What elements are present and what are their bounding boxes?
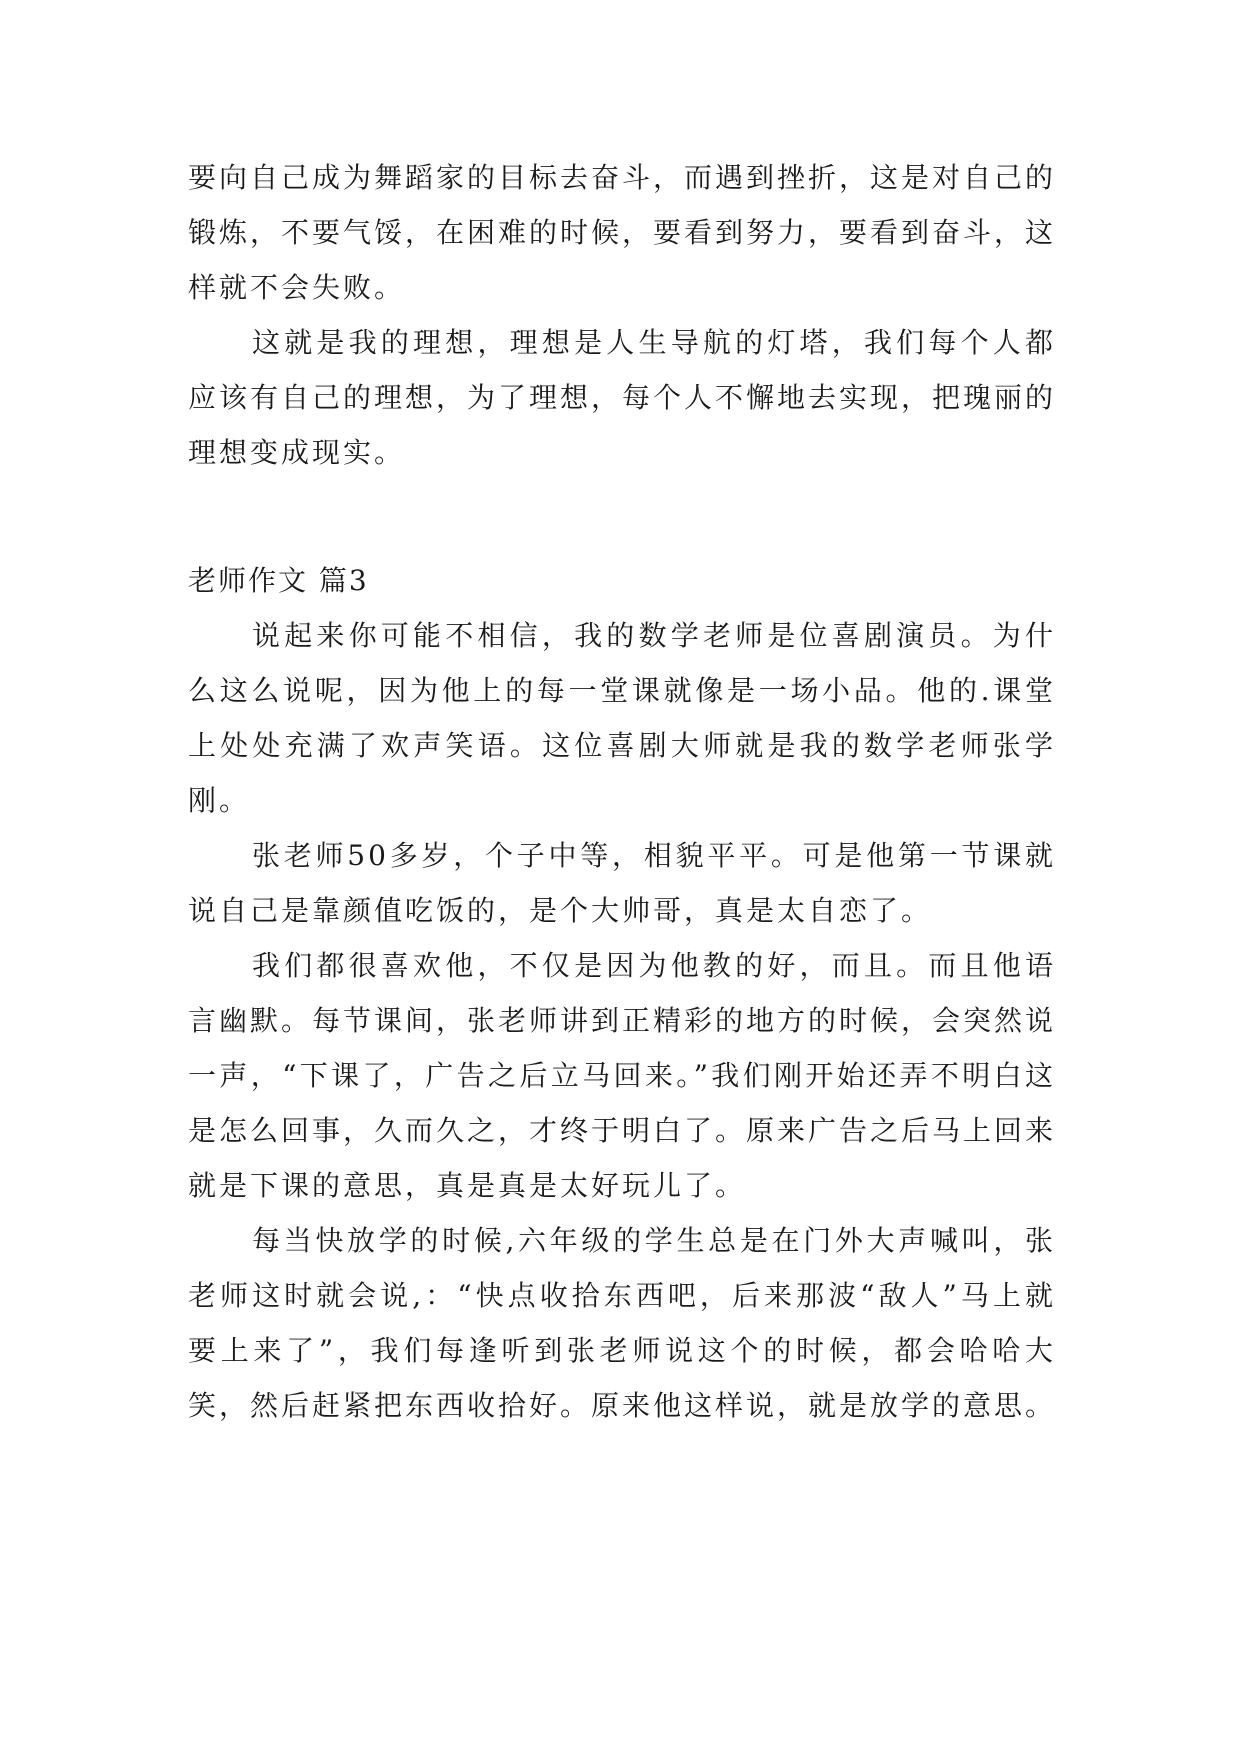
paragraph-dismissal: 每当快放学的时候,六年级的学生总是在门外大声喊叫，张老师这时就会说,：“快点收拾东西吧，后来那波“敌人”马上就要上来了”，我们每逢听到张老师说这个的时候，都会哈哈大笑，然后赶紧把东西收拾好。原来他这样说，就是放学的意思。 [188,1224,1057,1422]
paragraph-continued: 要向自己成为舞蹈家的目标去奋斗，而遇到挫折，这是对自己的锻炼，不要气馁，在困难的时候，要看到努力，要看到奋斗，这样就不会失败。 [188,161,1057,304]
paragraph-intro: 说起来你可能不相信，我的数学老师是位喜剧演员。为什么这么说呢，因为他上的每一堂课就像是一场小品。他的.课堂上处处充满了欢声笑语。这位喜剧大师就是我的数学老师张学刚。 [188,619,1056,817]
section-title: 老师作文 篇3 [188,564,369,597]
paragraph-appearance: 张老师50多岁，个子中等，相貌平平。可是他第一节课就说自己是靠颜值吃饭的，是个大帅哥，真是太自恋了。 [188,839,1056,927]
paragraph-humor: 我们都很喜欢他，不仅是因为他教的好，而且。而且他语言幽默。每节课间，张老师讲到正精彩的地方的时候，会突然说一声，“下课了，广告之后立马回来。”我们刚开始还弄不明白这是怎么回事，久而久之，才终于明白了。原来广告之后马上回来就是下课的意思，真是真是太好玩儿了。 [188,949,1057,1202]
document-page [188,150,1056,1433]
paragraph-ideal: 这就是我的理想，理想是人生导航的灯塔，我们每个人都应该有自己的理想，为了理想，每个人不懈地去实现，把瑰丽的理想变成现实。 [188,326,1057,469]
